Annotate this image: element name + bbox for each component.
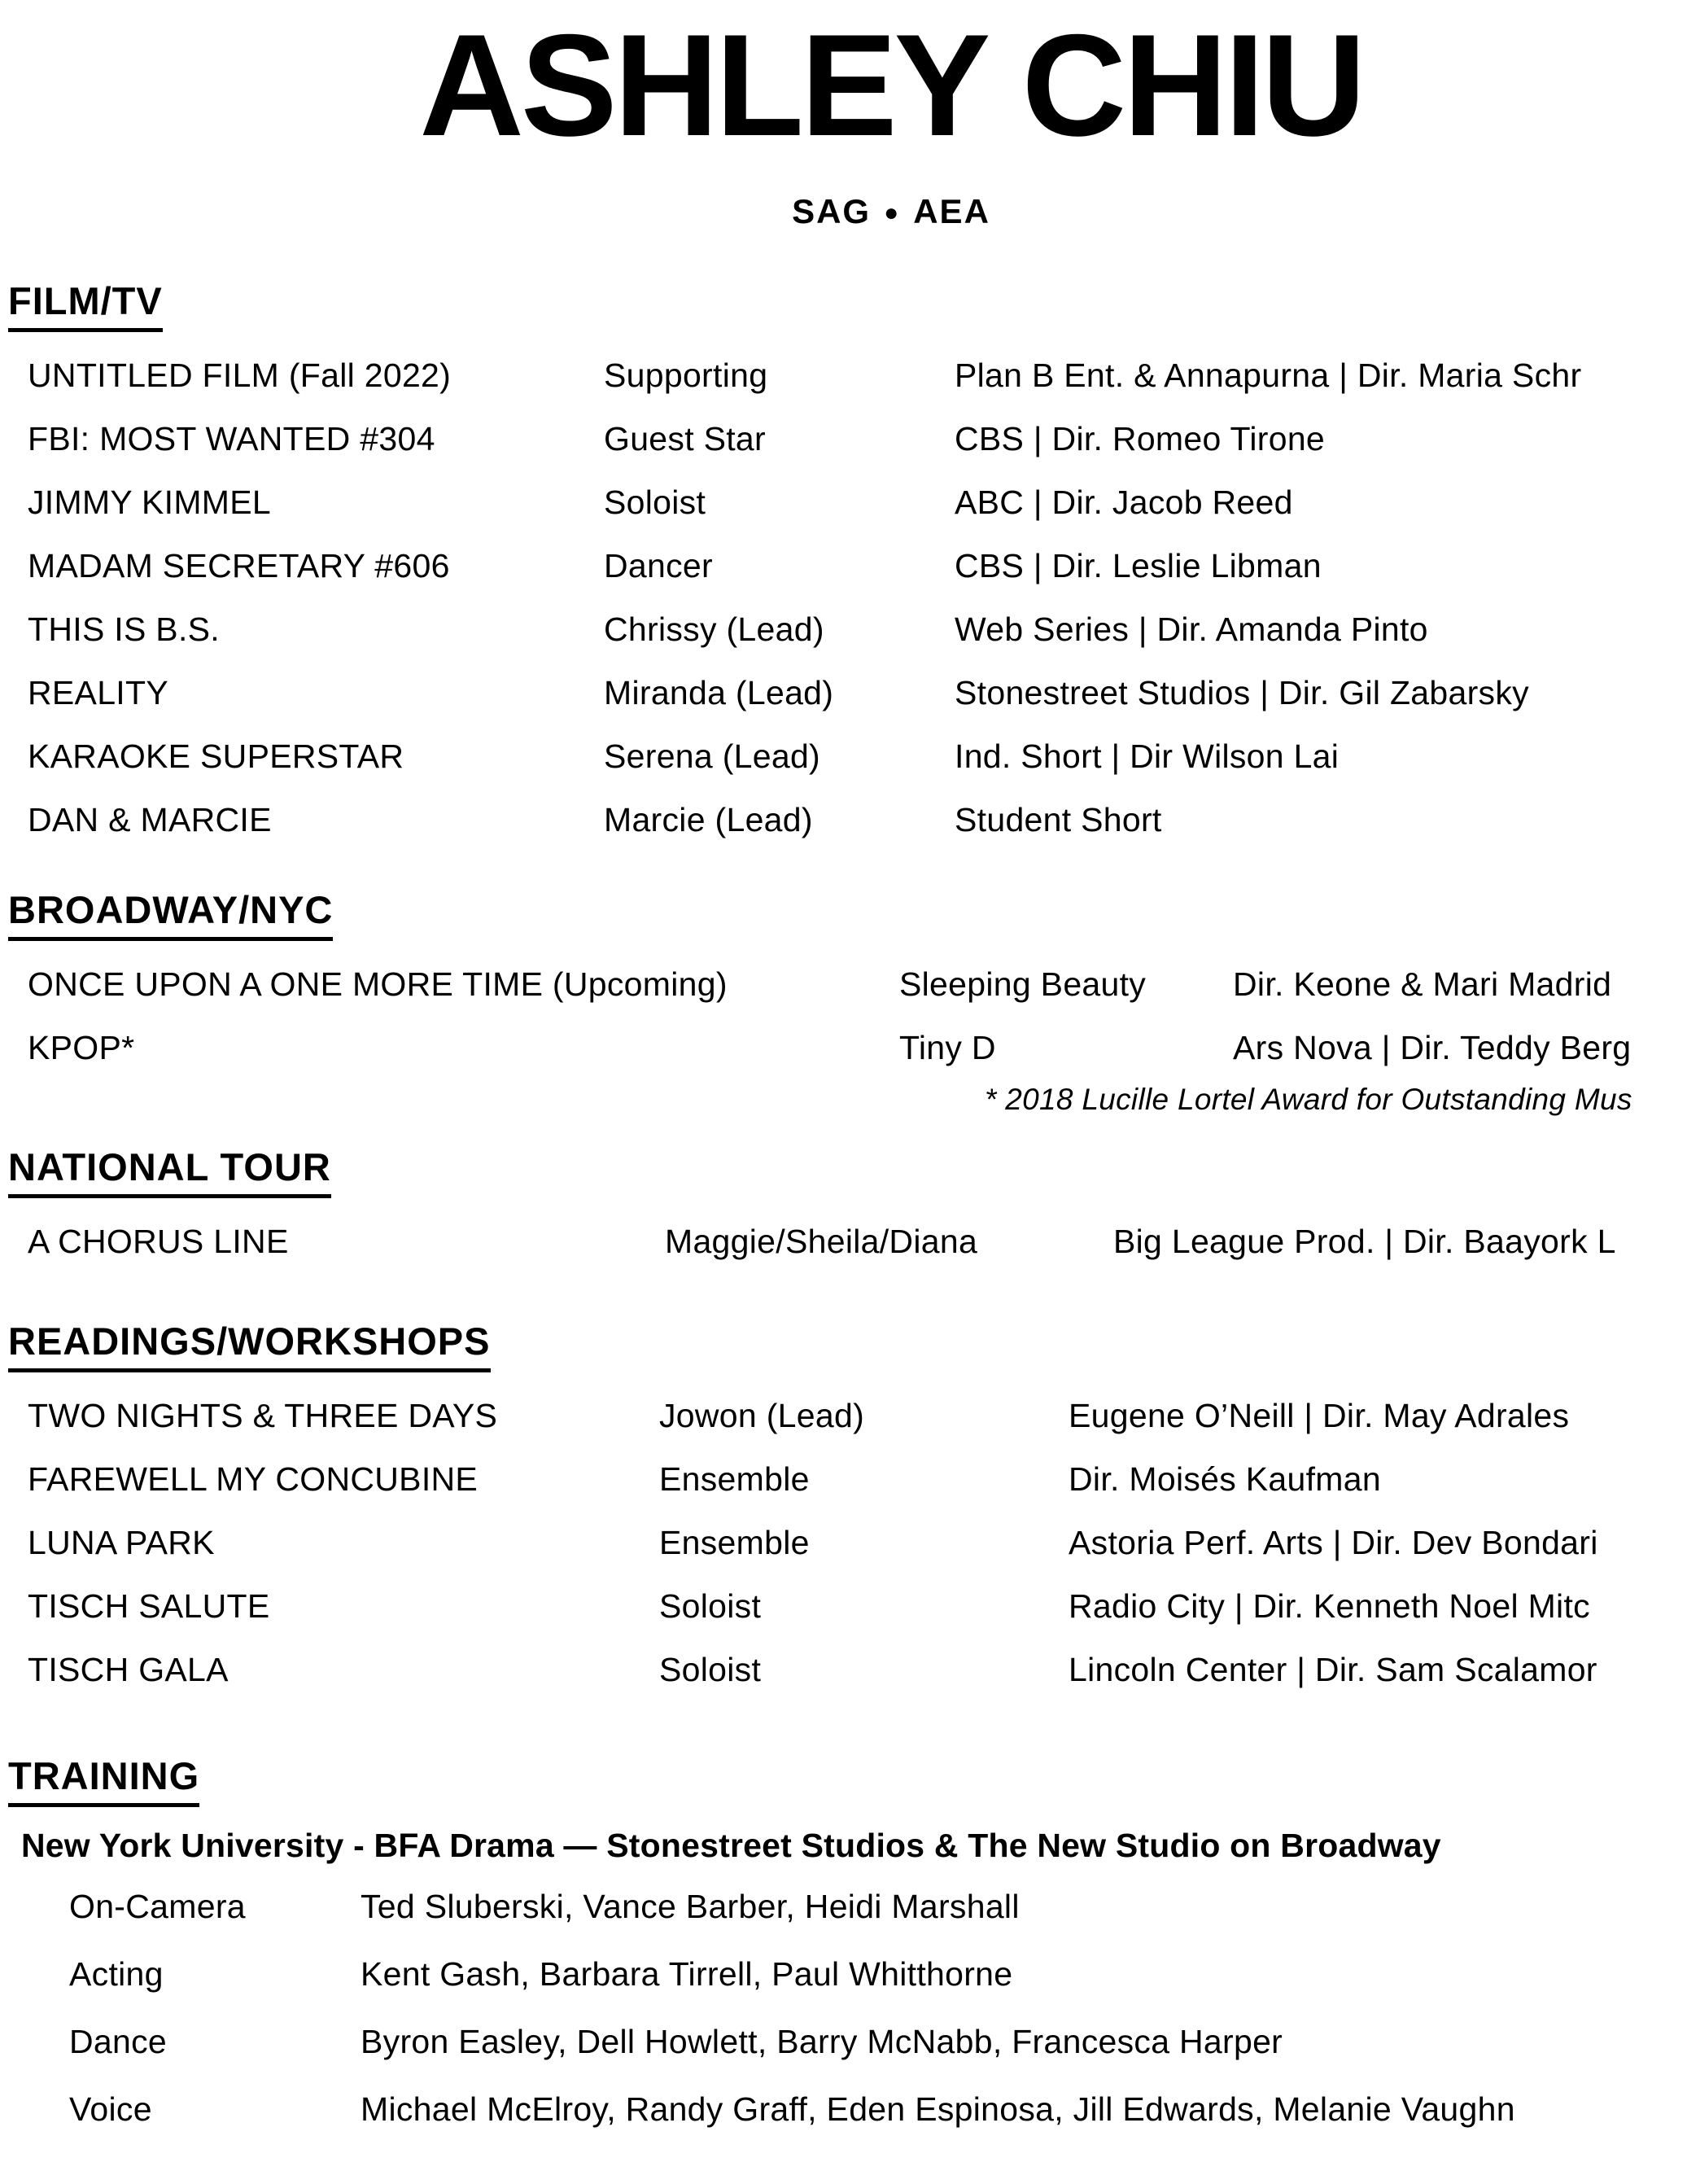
credit-company: Ind. Short | Dir Wilson Lai xyxy=(955,737,1340,775)
section-heading-readings-workshops xyxy=(8,1319,1687,1372)
section-title: FILM/TV xyxy=(8,278,163,332)
credit-row xyxy=(0,1511,1687,1574)
credit-title: DAN & MARCIE xyxy=(28,801,272,838)
credit-company: Lincoln Center | Dir. Sam Scalamor xyxy=(1069,1651,1597,1688)
credit-role: Supporting xyxy=(604,357,768,394)
credit-role: Jowon (Lead) xyxy=(659,1397,865,1434)
section-title: TRAINING xyxy=(8,1753,199,1807)
credit-row xyxy=(0,471,1687,534)
credit-row xyxy=(0,724,1687,788)
training-teachers: Byron Easley, Dell Howlett, Barry McNabb, Francesca Harper xyxy=(361,2023,1283,2060)
broadway-credits xyxy=(0,952,1687,1079)
credit-row xyxy=(0,407,1687,471)
credit-role: Dancer xyxy=(604,547,713,584)
credit-company: Plan B Ent. & Annapurna | Dir. Maria Schr xyxy=(955,357,1582,394)
credit-title: ONCE UPON A ONE MORE TIME (Upcoming) xyxy=(28,965,728,1003)
credit-row xyxy=(0,1210,1687,1273)
credit-company: CBS | Dir. Leslie Libman xyxy=(955,547,1322,584)
section-title: READINGS/WORKSHOPS xyxy=(8,1319,491,1372)
credit-row xyxy=(0,344,1687,407)
credit-title: MADAM SECRETARY #606 xyxy=(28,547,450,584)
credit-company: Ars Nova | Dir. Teddy Berg xyxy=(1233,1029,1632,1066)
credit-role: Guest Star xyxy=(604,420,766,457)
credit-role: Serena (Lead) xyxy=(604,737,821,775)
credit-row xyxy=(0,1384,1687,1447)
award-footnote: * 2018 Lucille Lortel Award for Outstanding Mus xyxy=(985,1083,1632,1116)
credit-company: Stonestreet Studios | Dir. Gil Zabarsky xyxy=(955,674,1529,711)
credit-company: Radio City | Dir. Kenneth Noel Mitc xyxy=(1069,1587,1590,1625)
training-row xyxy=(0,2076,1687,2143)
credit-title: TISCH GALA xyxy=(28,1651,229,1688)
training-teachers: Michael McElroy, Randy Graff, Eden Espinosa, Jill Edwards, Melanie Vaughn xyxy=(361,2090,1515,2128)
union-memberships xyxy=(0,192,1687,231)
credit-row xyxy=(0,952,1687,1016)
name-title: ASHLEY CHIU xyxy=(419,4,1363,166)
credit-title: FBI: MOST WANTED #304 xyxy=(28,420,435,457)
section-heading-film-tv xyxy=(8,278,1687,332)
credit-title: FAREWELL MY CONCUBINE xyxy=(28,1460,479,1498)
credit-company: Astoria Perf. Arts | Dir. Dev Bondari xyxy=(1069,1524,1598,1561)
film-tv-credits xyxy=(0,344,1687,851)
section-heading-training xyxy=(8,1753,1687,1807)
credit-company: Web Series | Dir. Amanda Pinto xyxy=(955,611,1428,648)
credit-role: Miranda (Lead) xyxy=(604,674,834,711)
union-aea: AEA xyxy=(913,192,990,230)
credit-role: Soloist xyxy=(604,484,706,521)
training-category: Acting xyxy=(69,1955,164,1993)
credit-title: JIMMY KIMMEL xyxy=(28,484,271,521)
training-education: New York University - BFA Drama — Stonestreet Studios & The New Studio on Broadway xyxy=(21,1827,1441,1864)
national-tour-credits xyxy=(0,1210,1687,1273)
credit-title: TWO NIGHTS & THREE DAYS xyxy=(28,1397,498,1434)
union-sag: SAG xyxy=(792,192,872,230)
credit-company: Big League Prod. | Dir. Baayork L xyxy=(1113,1223,1616,1260)
credit-title: UNTITLED FILM (Fall 2022) xyxy=(28,357,452,394)
credit-role: Chrissy (Lead) xyxy=(604,611,824,648)
credit-title: KARAOKE SUPERSTAR xyxy=(28,737,404,775)
credit-role: Marcie (Lead) xyxy=(604,801,813,838)
training-teachers: Ted Sluberski, Vance Barber, Heidi Marshall xyxy=(361,1888,1020,1925)
credit-company: Student Short xyxy=(955,801,1162,838)
credit-title: KPOP* xyxy=(28,1029,135,1066)
credit-row xyxy=(0,1638,1687,1701)
training-category: On-Camera xyxy=(69,1888,246,1925)
section-title: BROADWAY/NYC xyxy=(8,887,333,941)
credit-row xyxy=(0,1447,1687,1511)
credit-title: LUNA PARK xyxy=(28,1524,215,1561)
credit-role: Maggie/Sheila/Diana xyxy=(665,1223,978,1260)
credit-company: CBS | Dir. Romeo Tirone xyxy=(955,420,1326,457)
credit-role: Tiny D xyxy=(899,1029,996,1066)
credit-role: Ensemble xyxy=(659,1524,810,1561)
credit-row xyxy=(0,1574,1687,1638)
training-category: Dance xyxy=(69,2023,168,2060)
credit-company: Dir. Moisés Kaufman xyxy=(1069,1460,1381,1498)
credit-title: A CHORUS LINE xyxy=(28,1223,289,1260)
credit-company: Eugene O’Neill | Dir. May Adrales xyxy=(1069,1397,1570,1434)
credit-row xyxy=(0,1016,1687,1079)
readings-credits xyxy=(0,1384,1687,1701)
credit-role: Soloist xyxy=(659,1587,762,1625)
credit-title: THIS IS B.S. xyxy=(28,611,220,648)
training-row xyxy=(0,1873,1687,1941)
bullet-separator-icon: ● xyxy=(884,199,901,227)
training-list xyxy=(0,1873,1687,2143)
credit-title: TISCH SALUTE xyxy=(28,1587,270,1625)
credit-row xyxy=(0,534,1687,597)
credit-role: Soloist xyxy=(659,1651,762,1688)
training-category: Voice xyxy=(69,2090,152,2128)
credit-row xyxy=(0,661,1687,724)
training-row xyxy=(0,1941,1687,2008)
credit-title: REALITY xyxy=(28,674,168,711)
credit-row xyxy=(0,788,1687,851)
training-row xyxy=(0,2008,1687,2076)
section-heading-national-tour xyxy=(8,1145,1687,1198)
credit-company: ABC | Dir. Jacob Reed xyxy=(955,484,1293,521)
credit-role: Sleeping Beauty xyxy=(899,965,1147,1003)
section-title: NATIONAL TOUR xyxy=(8,1145,331,1198)
section-heading-broadway-nyc xyxy=(8,887,1687,941)
credit-role: Ensemble xyxy=(659,1460,810,1498)
credit-company: Dir. Keone & Mari Madrid xyxy=(1233,965,1612,1003)
credit-row xyxy=(0,597,1687,661)
training-teachers: Kent Gash, Barbara Tirrell, Paul Whitthorne xyxy=(361,1955,1013,1993)
